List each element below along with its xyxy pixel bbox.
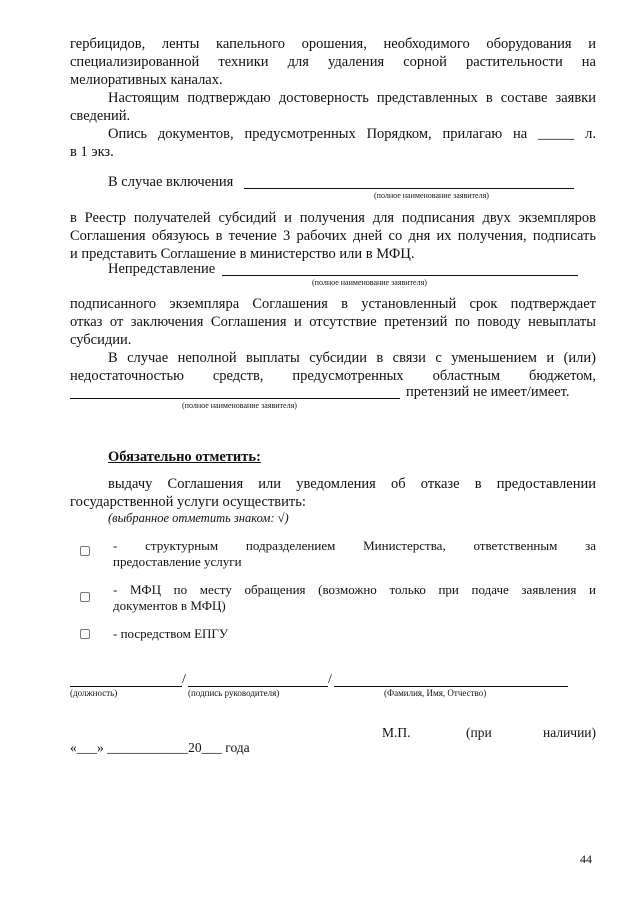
position-field[interactable] (70, 686, 182, 687)
option-mfc-line1: - МФЦ по месту обращения (возможно только при подаче заявления и (113, 582, 596, 597)
notice-heading: Обязательно отметить: (108, 449, 261, 465)
paragraph-line: выдачу Соглашения или уведомления об отказе в предоставлении (108, 476, 596, 492)
field-caption: (полное наименование заявителя) (312, 278, 427, 287)
field-caption: (полное наименование заявителя) (182, 401, 297, 410)
date-line: «___» ____________20___ года (70, 740, 250, 755)
position-caption: (должность) (70, 688, 118, 698)
option-checkbox-mfc[interactable] (80, 592, 90, 602)
applicant-name-field[interactable] (70, 398, 400, 399)
notice-hint: (выбранное отметить знаком: √) (108, 511, 289, 525)
paragraph-line: мелиоративных каналах. (70, 72, 223, 88)
paragraph-line: государственной услуги осуществить: (70, 494, 306, 510)
full-name-caption: (Фамилия, Имя, Отчество) (384, 688, 487, 698)
applicant-name-field[interactable] (244, 188, 574, 189)
paragraph-line: в Реестр получателей субсидий и получения для подписания двух экземпляров (70, 210, 596, 226)
paragraph-line: в 1 экз. (70, 144, 114, 160)
paragraph-line: и представить Соглашение в министерство или в МФЦ. (70, 246, 415, 262)
paragraph-line: подписанного экземпляра Соглашения в установленный срок подтверждает (70, 296, 596, 312)
full-name-field[interactable] (334, 686, 568, 687)
field-caption: (полное наименование заявителя) (374, 191, 489, 200)
paragraph-line: отказ от заключения Соглашения и отсутствие претензий по поводу невыплаты (70, 314, 596, 330)
stamp-note-part2: наличии) (543, 725, 597, 740)
non-submission-lead-text: Непредставление (108, 261, 216, 277)
paragraph-line: Соглашения обязуюсь в течение 3 рабочих дней со дня их получения, подписать (70, 228, 596, 244)
option-checkbox-epgu[interactable] (80, 629, 90, 639)
paragraph-line: В случае неполной выплаты субсидии в связи с уменьшением и (или) (108, 350, 596, 366)
option-ministry-line2: предоставление услуги (113, 554, 242, 569)
paragraph-line: специализированной техники для удаления сорной растительности на (70, 54, 596, 70)
paragraph-line: субсидии. (70, 332, 132, 348)
paragraph-line: сведений. (70, 108, 131, 124)
stamp-note-part1: (при (466, 725, 492, 740)
option-ministry-line1: - структурным подразделением Министерства, ответственным за (113, 538, 596, 553)
page-number: 44 (580, 852, 592, 866)
paragraph-line: Настоящим подтверждаю достоверность представленных в составе заявки (108, 90, 596, 106)
applicant-name-field[interactable] (222, 275, 578, 276)
paragraph-line: гербицидов, ленты капельного орошения, необходимого оборудования и (70, 36, 596, 52)
signature-field[interactable] (188, 686, 328, 687)
applicant-lead-text: В случае включения (108, 174, 234, 190)
option-epgu-line1: - посредством ЕПГУ (113, 626, 229, 641)
option-mfc-line2: документов в МФЦ) (113, 598, 226, 613)
signature-caption: (подпись руководителя) (188, 688, 280, 698)
paragraph-line: недостаточностью средств, предусмотренных областным бюджетом, (70, 368, 596, 384)
stamp-label: М.П. (382, 725, 411, 740)
field-separator: / (328, 672, 332, 687)
paragraph-line: Опись документов, предусмотренных Порядком, прилагаю на _____ л. (108, 126, 596, 142)
paragraph-tail: претензий не имеет/имеет. (406, 384, 570, 400)
option-checkbox-ministry[interactable] (80, 546, 90, 556)
field-separator: / (182, 672, 186, 687)
